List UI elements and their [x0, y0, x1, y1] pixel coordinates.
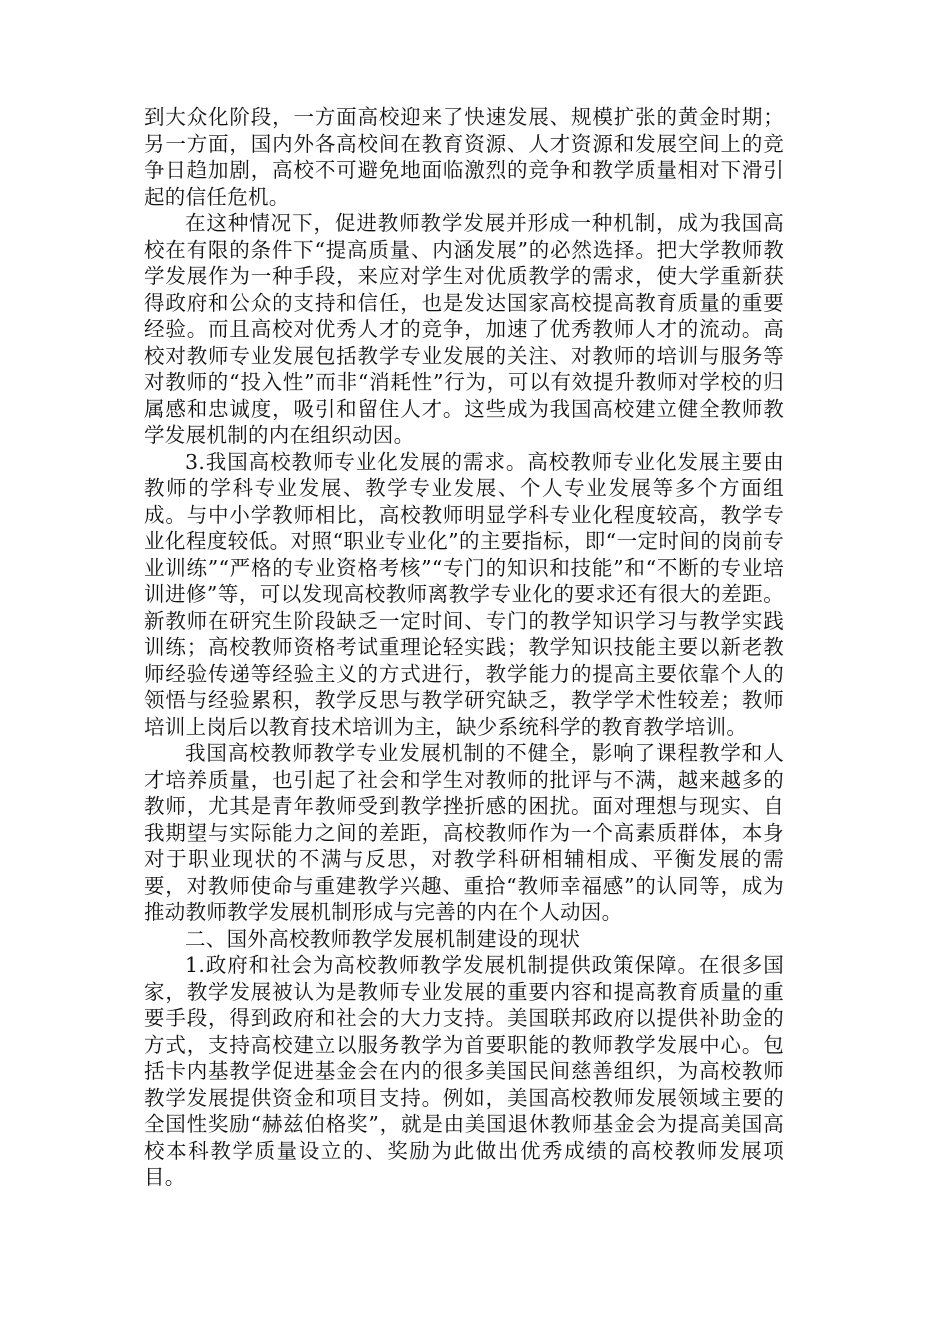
paragraph-policy-support: 1.政府和社会为高校教师教学发展机制提供政策保障。在很多国家，教学发展被认为是教师专业发展的重要内容和提高教育质量的重要手段，得到政府和社会的大力支持。美国联邦政府以提供补助金的方式，支持高校建立以服务教学为首要职能的教师教学发展中心。包括卡内基教学促进基金会在内的很多美国民间慈善组织，为高校教师教学发展提供资金和项目支持。例如，美国高校教师发展领域主要的全国性奖励“赫兹伯格奖”，就是由美国退休教师基金会为提高美国高校本科教学质量设立的、奖励为此做出优秀成绩的高校教师发展项目。	[144, 953, 784, 1189]
paragraph-internal-motivation: 在这种情况下，促进教师教学发展并形成一种机制，成为我国高校在有限的条件下“提高质量、内涵发展”的必然选择。把大学教师教学发展作为一种手段，来应对学生对优质教学的需求，使大学重新获得政府和公众的支持和信任，也是发达国家高校提高教育质量的重要经验。而且高校对优秀人才的竞争，加速了优秀教师人才的流动。高校对教师专业发展包括教学专业发展的关注、对教师的培训与服务等对教师的“投入性”而非“消耗性”行为，可以有效提升教师对学校的归属感和忠诚度，吸引和留住人才。这些成为我国高校建立健全教师教学发展机制的内在组织动因。	[144, 211, 784, 447]
section-heading-foreign-status: 二、国外高校教师教学发展机制建设的现状	[185, 926, 581, 951]
paragraph-continuation: 到大众化阶段，一方面高校迎来了快速发展、规模扩张的黄金时期；另一方面，国内外各高校间在教育资源、人才资源和发展空间上的竞争日趋加剧，高校不可避免地面临激烈的竞争和教学质量相对下滑引起的信任危机。	[144, 105, 784, 209]
paragraph-professionalization-need: 3.我国高校教师专业化发展的需求。高校教师专业化发展主要由教师的学科专业发展、教学专业发展、个人专业发展等多个方面组成。与中小学教师相比，高校教师明显学科专业化程度较高，教学专业化程度较低。对照“职业专业化”的主要指标，即“一定时间的岗前专业训练”“严格的专业资格考核”“专门的知识和技能”和“不断的专业培训进修”等，可以发现高校教师离教学专业化的要求还有很大的差距。新教师在研究生阶段缺乏一定时间、专门的教学知识学习与教学实践训练；高校教师资格考试重理论轻实践；教学知识技能主要以新老教师经验传递等经验主义的方式进行，教学能力的提高主要依靠个人的领悟与经验累积，教学反思与教学研究缺乏，教学学术性较差；教师培训上岗后以教育技术培训为主，缺少系统科学的教育教学培训。	[144, 449, 784, 739]
document-body	[144, 104, 784, 1191]
paragraph-personal-motivation: 我国高校教师教学专业发展机制的不健全，影响了课程教学和人才培养质量，也引起了社会和学生对教师的批评与不满，越来越多的教师，尤其是青年教师受到教学挫折感的困扰。面对理想与现实、自我期望与实际能力之间的差距，高校教师作为一个高素质群体，本身对于职业现状的不满与反思，对教学科研相辅相成、平衡发展的需要，对教师使命与重建教学兴趣、重拾“教师幸福感”的认同等，成为推动教师教学发展机制形成与完善的内在个人动因。	[144, 741, 784, 924]
